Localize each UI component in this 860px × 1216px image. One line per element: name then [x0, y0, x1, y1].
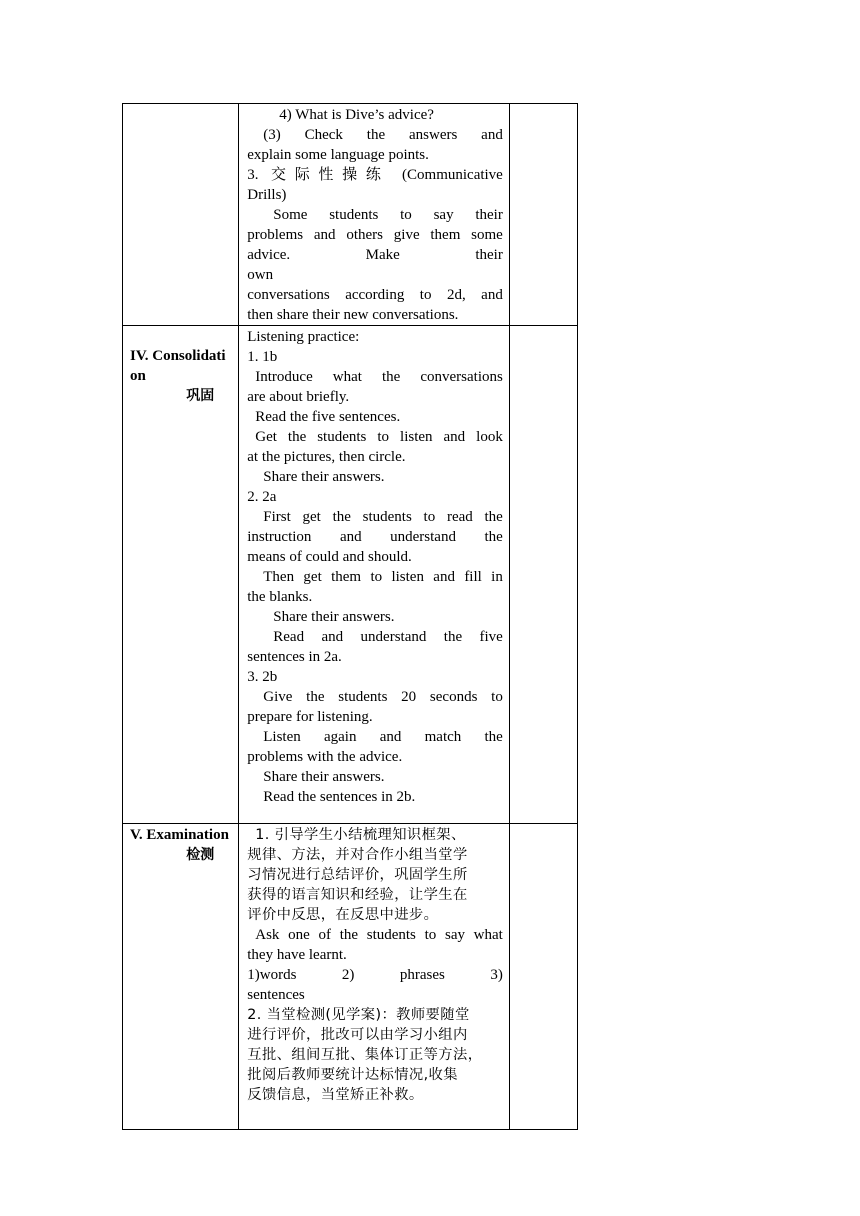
content-line: Get the students to listen and look — [255, 429, 503, 445]
content-line: Share their answers. — [263, 469, 385, 485]
content-line: Give the students 20 seconds to — [263, 689, 503, 705]
content-line: 3. 2b — [247, 669, 278, 685]
stage-cell — [123, 104, 239, 326]
content-line: 批阅后教师要统计达标情况,收集 — [247, 1067, 458, 1083]
content-line: 互批、组间互批、集体订正等方法， — [247, 1047, 483, 1063]
table-row — [123, 824, 578, 1130]
content-line: sentences in 2a. — [247, 649, 342, 665]
content-line: 2. 当堂检测(见学案)：教师要随堂 — [247, 1007, 470, 1023]
content-line: Share their answers. — [273, 609, 395, 625]
content-line: Listening practice: — [247, 329, 360, 345]
content-line: 获得的语言知识和经验，让学生在 — [247, 887, 468, 903]
stage-cell — [123, 326, 239, 824]
content-cell — [239, 104, 510, 326]
content-line: 进行评价，批改可以由学习小组内 — [247, 1027, 468, 1043]
content-line: then share their new conversations. — [247, 307, 459, 323]
content-cell — [239, 824, 510, 1130]
content-line: 反馈信息，当堂矫正补救。 — [247, 1087, 424, 1103]
notes-cell — [509, 104, 577, 326]
content-line: Introduce what the conversations — [255, 369, 503, 385]
content-line: Read and understand the five — [273, 629, 503, 645]
notes-cell — [509, 326, 577, 824]
content-line: 3. 交际性操练 (Communicative — [247, 167, 503, 183]
content-line: (3) Check the answers and — [263, 127, 503, 143]
content-line: Share their answers. — [263, 769, 385, 785]
content-line: 1. 引导学生小结梳理知识框架、 — [255, 827, 466, 843]
content-line: 评价中反思，在反思中进步。 — [247, 907, 439, 923]
content-line: 1)words 2) phrases 3) — [247, 967, 503, 983]
stage-title-en: V. Examination — [130, 827, 229, 843]
content-line: prepare for listening. — [247, 709, 373, 725]
content-line: are about briefly. — [247, 389, 350, 405]
content-line: advice. Make their own — [247, 247, 503, 283]
content-line: means of could and should. — [247, 549, 412, 565]
content-line: problems with the advice. — [247, 749, 403, 765]
content-line: conversations according to 2d, and — [247, 287, 503, 303]
content-cell — [239, 326, 510, 824]
lesson-plan-table — [122, 103, 578, 1130]
content-line: First get the students to read the — [263, 509, 503, 525]
content-line: they have learnt. — [247, 947, 347, 963]
table-row — [123, 326, 578, 824]
content-line: Listen again and match the — [263, 729, 503, 745]
content-line: 4) What is Dive’s advice? — [279, 107, 434, 123]
stage-cell — [123, 824, 239, 1130]
content-line: explain some language points. — [247, 147, 429, 163]
content-line: 2. 2a — [247, 489, 277, 505]
content-line: instruction and understand the — [247, 529, 503, 545]
content-line: sentences — [247, 987, 305, 1003]
content-line: the blanks. — [247, 589, 313, 605]
table-row — [123, 104, 578, 326]
content-line: Some students to say their — [273, 207, 503, 223]
content-line: problems and others give them some — [247, 227, 503, 243]
stage-title-en: IV. Consolidation — [130, 348, 226, 384]
stage-title-cn: 巩固 — [186, 388, 215, 404]
content-line: 1. 1b — [247, 349, 278, 365]
notes-cell — [509, 824, 577, 1130]
content-line: Ask one of the students to say what — [255, 927, 503, 943]
content-line: Read the five sentences. — [255, 409, 401, 425]
content-line: Then get them to listen and fill in — [263, 569, 503, 585]
content-line: Read the sentences in 2b. — [263, 789, 416, 805]
content-line: 习情况进行总结评价，巩固学生所 — [247, 867, 468, 883]
stage-title-cn: 检测 — [186, 847, 215, 863]
content-line: Drills) — [247, 187, 287, 203]
content-line: 规律、方法，并对合作小组当堂学 — [247, 847, 468, 863]
content-line: at the pictures, then circle. — [247, 449, 406, 465]
